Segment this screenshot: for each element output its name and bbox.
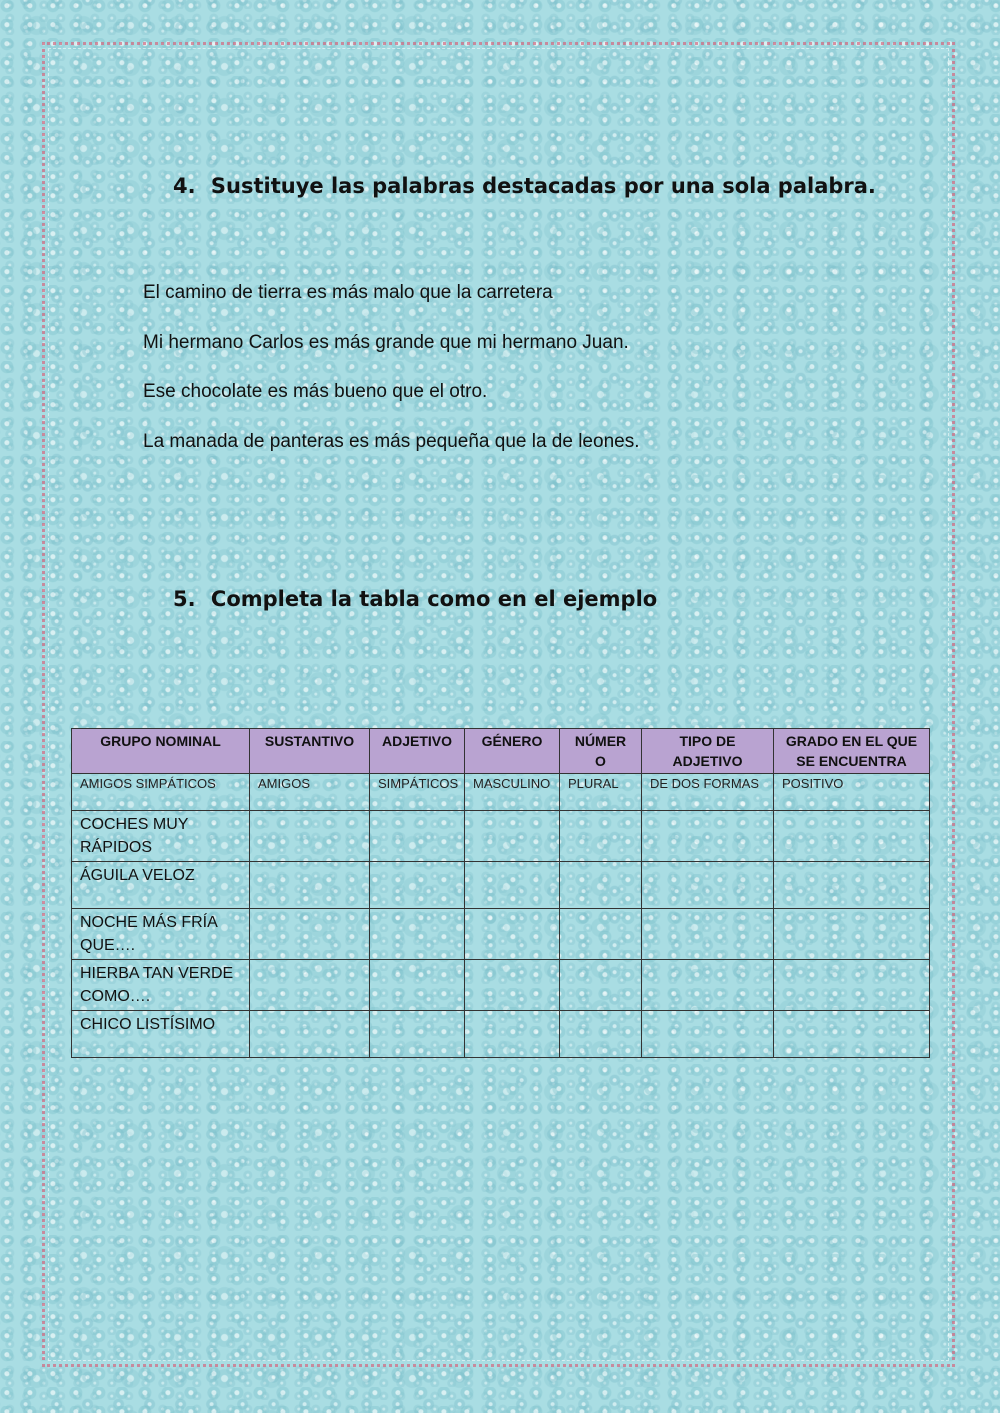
header-adjetivo: ADJETIVO: [370, 729, 465, 774]
grupo-nominal-cell: CHICO LISTÍSIMO: [72, 1011, 250, 1058]
answer-cell[interactable]: [465, 909, 560, 960]
answer-cell[interactable]: [370, 1011, 465, 1058]
answer-cell[interactable]: [774, 811, 930, 862]
exercise-5-number: 5.: [173, 587, 196, 611]
example-adjetivo: SIMPÁTICOS: [370, 774, 465, 811]
table-row: [72, 862, 930, 909]
answer-cell[interactable]: [250, 960, 370, 1011]
answer-cell[interactable]: [560, 960, 642, 1011]
table-row: [72, 1011, 930, 1058]
header-tipo-adjetivo: TIPO DE ADJETIVO: [642, 729, 774, 774]
answer-cell[interactable]: [560, 811, 642, 862]
answer-cell[interactable]: [250, 909, 370, 960]
answer-cell[interactable]: [370, 909, 465, 960]
answer-cell[interactable]: [560, 862, 642, 909]
table-header-row: [72, 729, 930, 774]
example-row: [72, 774, 930, 811]
answer-cell[interactable]: [370, 811, 465, 862]
grupo-nominal-cell: NOCHE MÁS FRÍA QUE….: [72, 909, 250, 960]
answer-cell[interactable]: [774, 1011, 930, 1058]
answer-cell[interactable]: [642, 1011, 774, 1058]
example-genero: MASCULINO: [465, 774, 560, 811]
exercise-4-instruction: Sustituye las palabras destacadas por una sola palabra.: [210, 174, 876, 198]
example-sustantivo: AMIGOS: [250, 774, 370, 811]
header-sustantivo: SUSTANTIVO: [250, 729, 370, 774]
sentence: Mi hermano Carlos es más grande que mi hermano Juan.: [143, 331, 629, 353]
answer-cell[interactable]: [250, 811, 370, 862]
example-tipo-adjetivo: DE DOS FORMAS: [642, 774, 774, 811]
example-numero: PLURAL: [560, 774, 642, 811]
header-grupo-nominal: GRUPO NOMINAL: [72, 729, 250, 774]
exercise-5-instruction: Completa la tabla como en el ejemplo: [210, 587, 658, 611]
header-numero: NÚMER O: [560, 729, 642, 774]
table-row: [72, 811, 930, 862]
sentence: El camino de tierra es más malo que la carretera: [143, 282, 553, 303]
exercise-5-heading: [173, 587, 657, 611]
answer-cell[interactable]: [642, 811, 774, 862]
answer-cell[interactable]: [465, 811, 560, 862]
answer-cell[interactable]: [465, 960, 560, 1011]
sentence: La manada de panteras es más pequeña que la de leones.: [143, 430, 640, 452]
page-border: [42, 42, 955, 1367]
answer-cell[interactable]: [465, 1011, 560, 1058]
answer-cell[interactable]: [370, 960, 465, 1011]
table-row: [72, 909, 930, 960]
answer-cell[interactable]: [560, 909, 642, 960]
adjective-table: [71, 728, 930, 1058]
grupo-nominal-cell: HIERBA TAN VERDE COMO….: [72, 960, 250, 1011]
example-grado: POSITIVO: [774, 774, 930, 811]
answer-cell[interactable]: [250, 1011, 370, 1058]
answer-cell[interactable]: [642, 862, 774, 909]
answer-cell[interactable]: [774, 909, 930, 960]
answer-cell[interactable]: [774, 960, 930, 1011]
header-grado: GRADO EN EL QUE SE ENCUENTRA: [774, 729, 930, 774]
answer-cell[interactable]: [642, 909, 774, 960]
grupo-nominal-cell: ÁGUILA VELOZ: [72, 862, 250, 909]
answer-cell[interactable]: [370, 862, 465, 909]
exercise-4-heading: [173, 174, 876, 198]
answer-cell[interactable]: [560, 1011, 642, 1058]
answer-cell[interactable]: [642, 960, 774, 1011]
grupo-nominal-cell: COCHES MUY RÁPIDOS: [72, 811, 250, 862]
answer-cell[interactable]: [774, 862, 930, 909]
example-grupo-nominal: AMIGOS SIMPÁTICOS: [72, 774, 250, 811]
answer-cell[interactable]: [250, 862, 370, 909]
exercise-4-sentences: [143, 280, 639, 478]
sentence: Ese chocolate es más bueno que el otro.: [143, 381, 488, 402]
exercise-4-number: 4.: [173, 174, 196, 198]
table-row: [72, 960, 930, 1011]
header-genero: GÉNERO: [465, 729, 560, 774]
answer-cell[interactable]: [465, 862, 560, 909]
